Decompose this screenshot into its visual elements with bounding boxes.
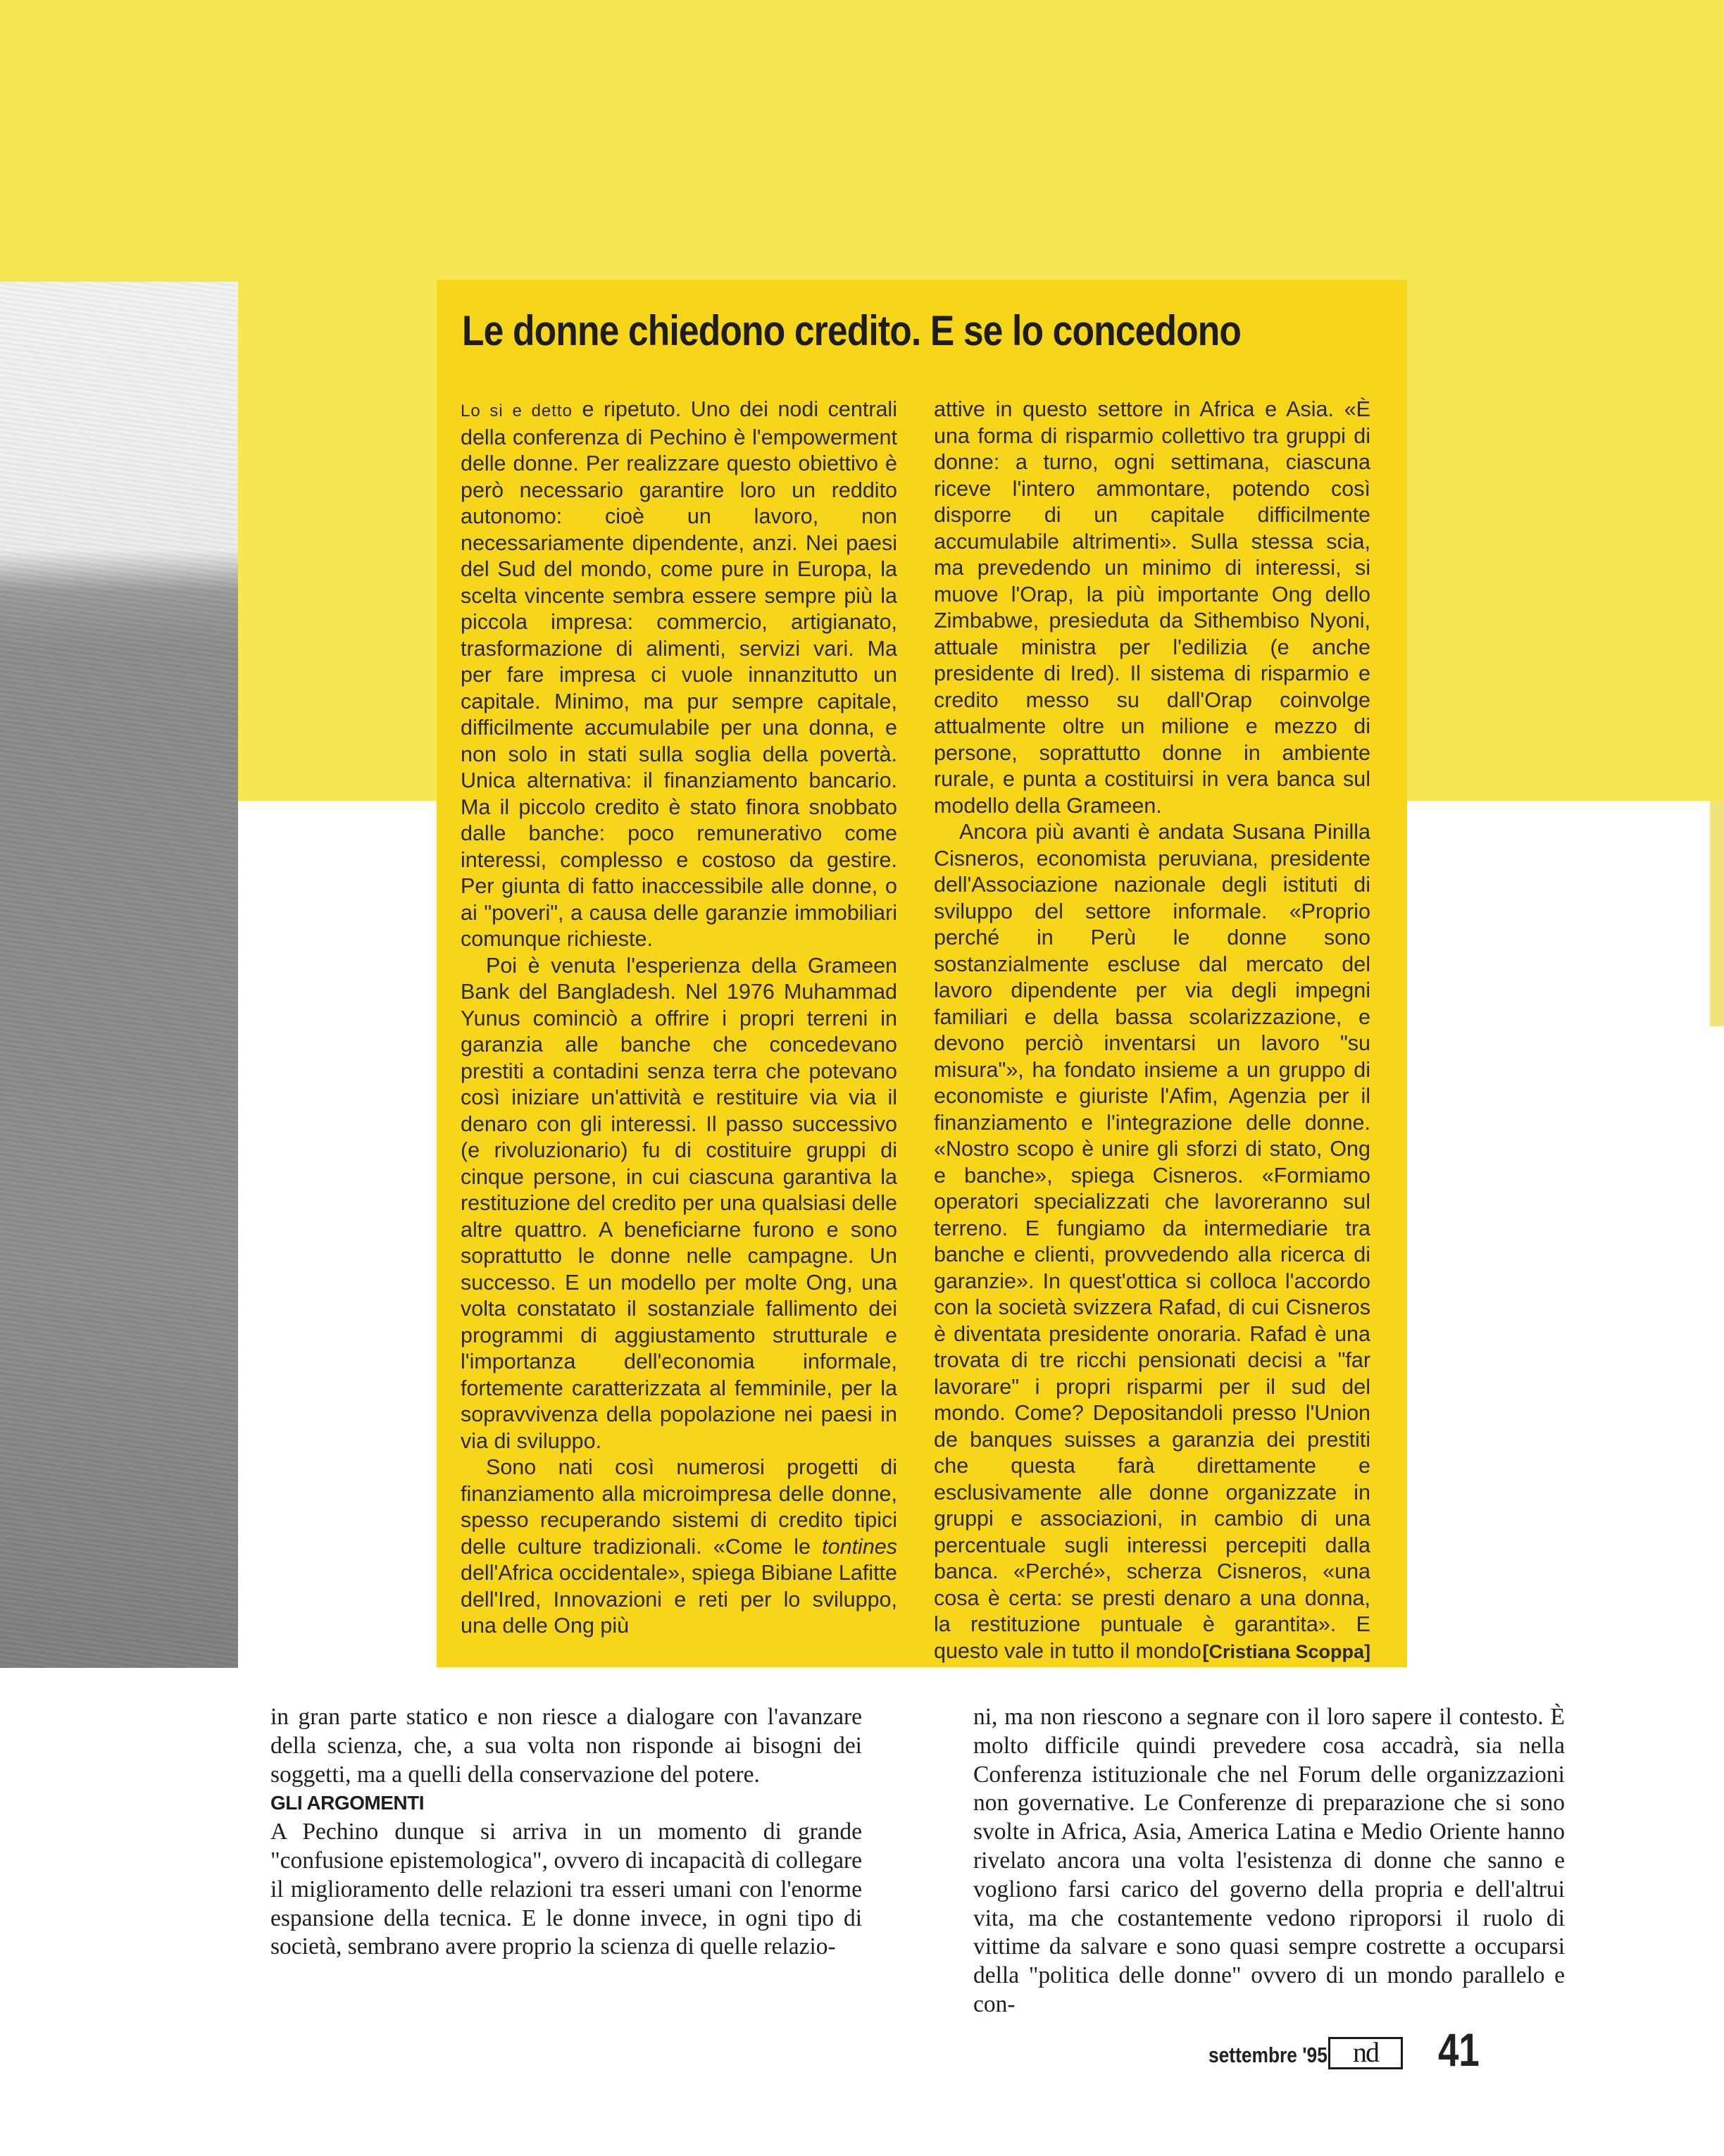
sidebar-box (437, 280, 1407, 1667)
box-paragraph: attive in questo settore in Africa e Asia. «È una forma di risparmio collettivo tra gruppi di donne: a turno, ogni settimana, ciascuna riceve l'intero ammontare, potendo così disporre di un capitale difficilmente accumulabile altrimenti». Sulla stessa scia, ma prevedendo un minimo di interessi, si muove l'Orap, la più importante Ong dello Zimbabwe, presieduta da Sithembiso Nyoni, attuale ministra per l'edilizia (e anche presidente di Ired). Il sistema di risparmio e credito messo su dall'Orap coinvolge attualmente oltre un milione e mezzo di persone, soprattutto donne in ambiente rurale, e punta a costituirsi in vera banca sul modello della Grameen. (934, 397, 1370, 818)
grayscale-photo (0, 282, 238, 1668)
article-column-left (270, 1703, 862, 1962)
box-title: Le donne chiedono credito. E se lo concedono (462, 307, 1242, 354)
article-column-right (973, 1703, 1565, 2019)
box-column-right (934, 397, 1370, 1666)
page-footer (1208, 2021, 1518, 2078)
right-edge-strip (1710, 801, 1724, 1026)
page-number: 41 (1438, 2024, 1480, 2076)
article-paragraph: A Pechino dunque si arriva in un momento di grande "confusione epistemologica", ovvero di incapacità di collegare il miglioramento delle relazioni tra esseri umani con l'enorme espansione della tecnica. E le donne invece, in ogni tipo di società, sembrano avere proprio la scienza di quelle relazio- (270, 1819, 862, 1960)
box-paragraph: Lo si e detto e ripetuto. Uno dei nodi centrali della conferenza di Pechino è l'empowerment delle donne. Per realizzare questo obiettivo è però necessario garantire loro un reddito autonomo: cioè un lavoro, non necessariamente dipendente, anzi. Nei paesi del Sud del mondo, come pure in Europa, la scelta vincente sembra essere sempre più la piccola impresa: commercio, artigianato, trasformazione di alimenti, servizi vari. Ma per fare impresa ci vuole innanzitutto un capitale. Minimo, ma pur sempre capitale, difficilmente accumulabile per una donna, e non solo in stati sulla soglia della povertà. Unica alternativa: il finanziamento bancario. Ma il piccolo credito è stato finora snobbato dalle banche: poco remunerativo come interessi, complesso e costoso da gestire. Per giunta di fatto inaccessibile alle donne, o ai "poveri", a causa delle garanzie immobiliari comunque richieste. (461, 397, 897, 951)
magazine-logo: nd (1328, 2037, 1403, 2069)
section-subhead: GLI ARGOMENTI (270, 1792, 425, 1814)
issue-date: settembre '95 (1208, 2043, 1328, 2067)
box-paragraph: Sono nati così numerosi progetti di finanziamento alla microimpresa delle donne, spesso recuperando sistemi di credito tipici delle culture tradizionali. «Come le tontines dell'Africa occidentale», spiega Bibiane Lafitte dell'Ired, Innovazioni e reti per lo sviluppo, una delle Ong più (461, 1455, 897, 1638)
box-column-left (461, 397, 897, 1640)
box-paragraph: Poi è venuta l'esperienza della Grameen Bank del Bangladesh. Nel 1976 Muhammad Yunus cominciò a offrire i propri terreni in garanzia alle banche che concedevano prestiti a contadini senza terra che potevano così iniziare un'attività e restituire via via il denaro con gli interessi. Il passo successivo (e rivoluzionario) fu di costituire gruppi di cinque persone, in cui ciascuna garantiva la restituzione del credito per una qualsiasi delle altre quattro. A beneficiarne furono e sono soprattutto le donne nelle campagne. Un successo. E un modello per molte Ong, una volta constatato il sostanziale fallimento dei programmi di aggiustamento strutturale e l'importanza dell'economia informale, fortemente caratterizzata al femminile, per la sopravvivenza della popolazione nei paesi in via di sviluppo. (461, 953, 897, 1453)
article-paragraph: in gran parte statico e non riesce a dialogare con l'avanzare della scienza, che, a sua volta non risponde ai bisogni dei soggetti, ma a quelli della conservazione del potere. (270, 1704, 862, 1788)
article-paragraph: ni, ma non riescono a segnare con il loro sapere il contesto. È molto difficile quindi prevedere cosa accadrà, sia nella Conferenza istituzionale che nel Forum delle organizzazioni non governative. Le Conferenze di preparazione che si sono svolte in Africa, Asia, America Latina e Medio Oriente hanno rivelato ancora una volta l'esistenza di donne che sanno e vogliono farsi carico del governo della propria e dell'altrui vita, ma che costantemente vedono riproporsi il ruolo di vittime da salvare e sono quasi sempre costrette a occuparsi della "politica delle donne" ovvero di un mondo parallelo e con- (973, 1704, 1565, 2017)
italic-term: tontines (822, 1534, 897, 1559)
lead-smallcaps: Lo si e detto (461, 401, 573, 420)
box-paragraph: Ancora più avanti è andata Susana Pinilla Cisneros, economista peruviana, presidente dell'Associazione nazionale degli istituti di sviluppo del settore informale. «Proprio perché in Perù le donne sono sostanzialmente escluse dal mercato del lavoro dipendente per via degli impegni familiari e della bassa scolarizzazione, e devono perciò inventarsi un lavoro "su misura"», ha fondato insieme a un gruppo di economiste e giuriste l'Afim, Agenzia per il finanziamento e l'integrazione delle donne. «Nostro scopo è unire gli sforzi di stato, Ong e banche», spiega Cisneros. «Formiamo operatori specializzati che lavoreranno sul terreno. E fungiamo da intermediarie tra banche e clienti, provvedendo alla ricerca di garanzie». In quest'ottica si colloca l'accordo con la società svizzera Rafad, di cui Cisneros è diventata presidente onoraria. Rafad è una trovata di tre ricchi pensionati decisi a "far lavorare" i propri risparmi per il sud del mondo. Come? Depositandoli presso l'Union de banques suisses a garanzia dei prestiti che questa farà direttamente e esclusivamente alle donne organizzate in gruppi e associazioni, in cambio di una percentuale sugli interessi percepiti dalla banca. «Perché», scherza Cisneros, «una cosa è certa: se presti denaro a una donna, la restituzione puntuale è garantita». E questo vale in tutto il mondo. (934, 820, 1370, 1663)
author-signature: [Cristiana Scoppa] (1202, 1641, 1370, 1662)
